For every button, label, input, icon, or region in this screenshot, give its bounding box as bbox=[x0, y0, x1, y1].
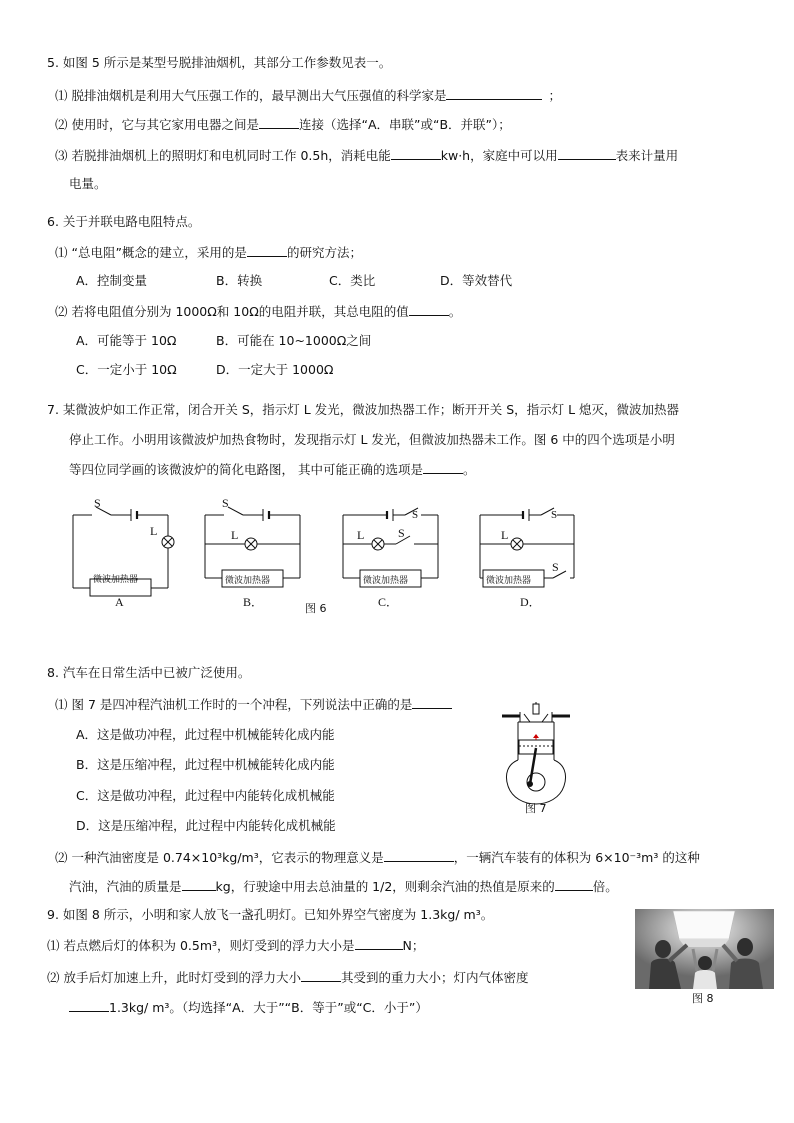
q8-part1 bbox=[55, 696, 452, 713]
q6-part1-option-b[interactable]: B．转换 bbox=[216, 273, 263, 288]
q8-part2 bbox=[55, 849, 700, 866]
q9-part2-cont bbox=[69, 999, 428, 1016]
q6-part1-text: ⑴ “总电阻”概念的建立，采用的是 bbox=[55, 245, 247, 260]
circuit-d-switch2-label: S bbox=[552, 560, 559, 574]
option-b-label: B． bbox=[243, 595, 264, 609]
q6-part1-option-c[interactable]: C．类比 bbox=[329, 273, 376, 288]
option-c-label: C． bbox=[378, 595, 399, 609]
circuit-d-switch1-label: S bbox=[551, 509, 558, 521]
circuit-c-heater-label: 微波加热器 bbox=[363, 576, 409, 586]
q8-part2-cont bbox=[69, 878, 618, 895]
q9-stem: 9. 如图 8 所示，小明和家人放飞一盏孔明灯。已知外界空气密度为 1.3kg/ m³。 bbox=[47, 907, 494, 922]
q5-part1-text: ⑴ 脱排油烟机是利用大气压强工作的，最早测出大气压强值的科学家是 bbox=[55, 88, 447, 103]
q5-stem: 5. 如图 5 所示是某型号脱排油烟机，其部分工作参数见表一。 bbox=[47, 55, 392, 70]
q7-line3-text: 等四位同学画的该微波炉的简化电路图， 其中可能正确的选项是 bbox=[69, 462, 423, 477]
q6-part2-option-c[interactable]: C．一定小于 10Ω bbox=[76, 362, 177, 377]
q5-part2-blank[interactable] bbox=[259, 116, 299, 129]
q5-part3-text: ⑶ 若脱排油烟机上的照明灯和电机同时工作 0.5h，消耗电能 bbox=[55, 148, 391, 163]
figure-7-caption: 图 7 bbox=[525, 802, 547, 814]
q5-part2 bbox=[55, 116, 511, 133]
q8-part1-text: ⑴ 图 7 是四冲程汽油机工作时的一个冲程，下列说法中正确的是 bbox=[55, 697, 413, 712]
circuit-c-switch2-label: S bbox=[398, 526, 405, 540]
q9-part2-blank1[interactable] bbox=[301, 969, 341, 982]
q6-part2-option-b[interactable]: B．可能在 10~1000Ω之间 bbox=[216, 333, 372, 348]
q7-line3-end: 。 bbox=[462, 462, 476, 477]
circuit-b-heater-label: 微波加热器 bbox=[225, 576, 271, 586]
q7-line3 bbox=[69, 461, 476, 478]
q6-part2-blank[interactable] bbox=[409, 303, 449, 316]
q8-part2-blank3[interactable] bbox=[555, 878, 593, 891]
q5-part1-end: ； bbox=[548, 88, 561, 103]
figure-8-sky-lantern-photo bbox=[635, 909, 774, 989]
q9-part2-text: ⑵ 放手后灯加速上升，此时灯受到的浮力大小 bbox=[47, 970, 301, 985]
q6-stem: 6. 关于并联电路电阻特点。 bbox=[47, 214, 201, 229]
q8-stem: 8. 汽车在日常生活中已被广泛使用。 bbox=[47, 665, 251, 680]
figure-8-caption: 图 8 bbox=[692, 992, 714, 1005]
q9-part2-blank2[interactable] bbox=[69, 999, 109, 1012]
q5-part3-mid: kw·h，家庭中可以用 bbox=[440, 148, 558, 163]
q5-part2-end: 连接（选择“A．串联”或“B．并联”）； bbox=[298, 117, 511, 132]
q5-part3-blank1[interactable] bbox=[391, 147, 441, 160]
q6-part1-blank[interactable] bbox=[247, 244, 287, 257]
q7-line2: 停止工作。小明用该微波炉加热食物时，发现指示灯 L 发光，但微波加热器未工作。图 6 中的四个选项是小明 bbox=[69, 432, 675, 447]
circuit-d-heater-label: 微波加热器 bbox=[486, 576, 532, 586]
q7-line1: 7. 某微波炉如工作正常，闭合开关 S，指示灯 L 发光，微波加热器工作；断开开关 S，指示灯 L 熄灭，微波加热器 bbox=[47, 402, 680, 417]
q9-part2 bbox=[47, 969, 635, 986]
q8-part2-blank2[interactable] bbox=[182, 878, 216, 891]
q8-part2-end: 倍。 bbox=[592, 879, 618, 894]
q9-part1-end: N； bbox=[402, 938, 425, 953]
figure-6-circuits bbox=[60, 493, 580, 620]
q6-part2-text: ⑵ 若将电阻值分别为 1000Ω和 10Ω的电阻并联，其总电阻的值 bbox=[55, 304, 409, 319]
q6-part1-end: 的研究方法； bbox=[286, 245, 362, 260]
q5-part1 bbox=[55, 87, 561, 104]
circuit-b-lamp-label: L bbox=[231, 528, 239, 542]
q8-option-c[interactable]: C．这是做功冲程，此过程中内能转化成机械能 bbox=[76, 788, 335, 803]
q7-blank[interactable] bbox=[423, 461, 463, 474]
circuit-b-switch-label: S bbox=[222, 496, 229, 510]
figure-6-caption: 图 6 bbox=[305, 602, 327, 615]
q9-part2-mid: 其受到的重力大小；灯内气体密度 bbox=[340, 970, 529, 985]
q5-part2-text: ⑵ 使用时，它与其它家用电器之间是 bbox=[55, 117, 259, 132]
q8-part1-blank[interactable] bbox=[412, 696, 452, 709]
circuit-a-switch-label: S bbox=[94, 496, 101, 510]
circuit-d-lamp-label: L bbox=[501, 528, 509, 542]
q8-part2-text3: kg，行驶途中用去总油量的 1/2，则剩余汽油的热值是原来的 bbox=[215, 879, 555, 894]
q6-part1 bbox=[55, 244, 362, 261]
circuit-a-heater-label: 微波加热器 bbox=[93, 575, 139, 585]
q6-part1-option-a[interactable]: A．控制变量 bbox=[76, 273, 148, 288]
q5-part3 bbox=[55, 147, 678, 164]
circuit-c-switch1-label: S bbox=[412, 509, 419, 521]
q6-part2-option-a[interactable]: A．可能等于 10Ω bbox=[76, 333, 177, 348]
q8-option-b[interactable]: B．这是压缩冲程，此过程中机械能转化成内能 bbox=[76, 757, 335, 772]
q5-part3-blank2[interactable] bbox=[558, 147, 616, 160]
q5-part3-cont: 电量。 bbox=[69, 176, 107, 191]
q8-part2-blank1[interactable] bbox=[384, 849, 454, 862]
q6-part1-option-d[interactable]: D．等效替代 bbox=[440, 273, 513, 288]
q8-part2-text2: 汽油，汽油的质量是 bbox=[69, 879, 182, 894]
q5-part3-end: 表来计量用 bbox=[615, 148, 679, 163]
q8-option-a[interactable]: A．这是做功冲程，此过程中机械能转化成内能 bbox=[76, 727, 335, 742]
option-a-label: A bbox=[115, 595, 124, 609]
q6-part2-option-d[interactable]: D．一定大于 1000Ω bbox=[216, 362, 334, 377]
q6-part2 bbox=[55, 303, 461, 320]
q9-part1 bbox=[47, 937, 424, 954]
circuit-b bbox=[205, 507, 300, 587]
figure-7-engine-diagram bbox=[500, 702, 572, 814]
circuit-c-lamp-label: L bbox=[357, 528, 365, 542]
q8-option-d[interactable]: D．这是压缩冲程，此过程中内能转化成机械能 bbox=[76, 818, 336, 833]
circuit-a-lamp-label: L bbox=[150, 524, 158, 538]
q9-part1-blank[interactable] bbox=[355, 937, 403, 950]
q9-part2-end: 1.3kg/ m³。（均选择“A．大于”“B．等于”或“C．小于”） bbox=[109, 1000, 428, 1015]
q5-part1-blank[interactable] bbox=[446, 87, 542, 100]
q6-part2-end: 。 bbox=[448, 304, 462, 319]
option-d-label: D． bbox=[520, 595, 541, 609]
q8-part2-text: ⑵ 一种汽油密度是 0.74×10³kg/m³，它表示的物理意义是 bbox=[55, 850, 384, 865]
q8-part2-mid: ，一辆汽车装有的体积为 6×10⁻³m³ 的这种 bbox=[453, 850, 700, 865]
q9-part1-text: ⑴ 若点燃后灯的体积为 0.5m³，则灯受到的浮力大小是 bbox=[47, 938, 355, 953]
